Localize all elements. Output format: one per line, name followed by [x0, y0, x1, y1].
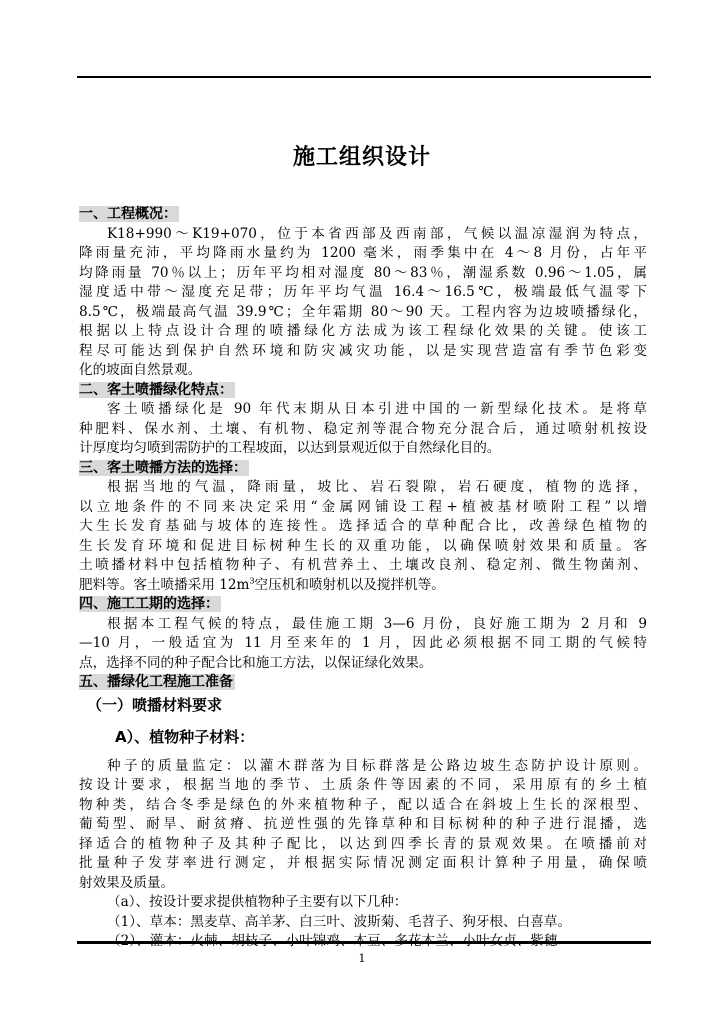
line-text: 空压机和喷射机以及搅拌机等。 [254, 576, 445, 593]
paragraph-line: 根据以上特点设计合理的喷播绿化方法成为该工程绿化效果的关键。使该工 [79, 323, 647, 339]
paragraph-line: —10 月，一般适宜为 11 月至来年的 1 月，因此必须根据不同工期的气候特 [79, 635, 647, 651]
footer-rule [77, 941, 651, 944]
document-body [79, 205, 647, 952]
paragraph-line: 化的坡面自然景观。 [79, 362, 202, 378]
section-2-heading: 二、客土喷播绿化特点： [79, 381, 233, 398]
paragraph-line: 程尽可能达到保护自然环境和防灾减灾功能，以是实现营造富有季节色彩变 [79, 342, 647, 359]
subsubsection-heading: A）、植物种子材料： [115, 727, 255, 746]
paragraph-line: 客土喷播绿化是 90 年代末期从日本引进中国的一新型绿化技术。是将草 [107, 401, 647, 417]
section-1-heading: 一、工程概况： [79, 206, 177, 222]
paragraph-line: 生长发育环境和促进目标树种生长的双重功能，以确保喷射效果和质量。客 [79, 537, 647, 554]
paragraph-line: 择适合的植物种子及其种子配比，以达到四季长青的景观效果。在喷播前对 [79, 835, 647, 852]
paragraph-line [79, 576, 647, 596]
paragraph-line: 土喷播材料中包括植物种子、有机营养土、土壤改良剂、稳定剂、微生物菌剂、 [79, 557, 647, 573]
section-3-heading: 三、客土喷播方法的选择： [79, 459, 247, 476]
list-item: （1）、草本：黑麦草、高羊茅、白三叶、波斯菊、毛苕子、狗牙根、白喜草。 [107, 913, 572, 930]
paragraph-line: 降雨量充沛，平均降雨水量约为 1200 毫米，雨季集中在 4～8 月份，占年平 [79, 245, 647, 261]
paragraph-line: 均降雨量 70％以上；历年平均相对湿度 80～83％，潮湿系数 0.96～1.05，属 [79, 264, 647, 281]
paragraph-line: 计厚度均匀喷到需防护的工程坡面，以达到景观近似于自然绿化目的。 [79, 440, 501, 456]
document-title: 施工组织设计 [292, 145, 431, 170]
superscript: 3 [249, 575, 255, 585]
line-text: 肥料等。客土喷播采用 12m [79, 576, 250, 593]
section-4-heading: 四、施工工期的选择： [79, 596, 219, 612]
paragraph-line: 根据本工程气候的特点，最佳施工期 3—6 月份，良好施工期为 2 月和 9 [107, 615, 647, 632]
paragraph-line: 大生长发育基础与坡体的连接性。选择适合的草种配合比，改善绿色植物的 [79, 518, 647, 534]
header-rule [77, 76, 651, 78]
page-number: 1 [358, 952, 366, 965]
section-5-heading: 五、播绿化工程施工准备 [79, 674, 233, 690]
paragraph-line: 按设计要求，根据当地的季节、土质条件等因素的不同，采用原有的乡土植 [79, 777, 647, 793]
paragraph-line: 点，选择不同的种子配合比和施工方法，以保证绿化效果。 [79, 654, 433, 671]
paragraph-line: 根据当地的气温，降雨量，坡比、岩石裂隙，岩石硬度，植物的选择， [107, 479, 647, 495]
paragraph-line: 8.5℃，极端最高气温 39.9℃；全年霜期 80～90 天。工程内容为边坡喷播绿化， [79, 303, 647, 320]
paragraph-line: 种子的质量监定：以灌木群落为目标群落是公路边坡生态防护设计原则。 [107, 757, 647, 774]
paragraph-line: K18+990～K19+070，位于本省西部及西南部，气候以温凉湿润为特点， [107, 225, 647, 242]
paragraph-line: 物种类，结合冬季是绿色的外来植物种子，配以适合在斜坡上生长的深根型、 [79, 796, 647, 813]
paragraph-line: 种肥料、保水剂、土壤、有机物、稳定剂等混合物充分混合后，通过喷射机按设 [79, 420, 647, 437]
subsection-heading: （一）喷播材料要求 [87, 695, 223, 714]
paragraph-line: 批量种子发芽率进行测定，并根据实际情况测定面积计算种子用量，确保喷 [79, 855, 647, 871]
paragraph-line: 湿度适中带～湿度充足带；历年平均气温 16.4～16.5℃，极端最低气温零下 [79, 284, 647, 300]
paragraph-line: 葡萄型、耐旱、耐贫瘠、抗逆性强的先锋草种和目标树种的种子进行混播，选 [79, 816, 647, 832]
paragraph-line: 射效果及质量。 [79, 874, 175, 891]
list-intro-line: （a）、按设计要求提供植物种子主要有以下几种： [107, 894, 408, 910]
paragraph-line: 以立地条件的不同来决定采用“金属网铺设工程+植被基材喷附工程”以增 [79, 498, 647, 515]
